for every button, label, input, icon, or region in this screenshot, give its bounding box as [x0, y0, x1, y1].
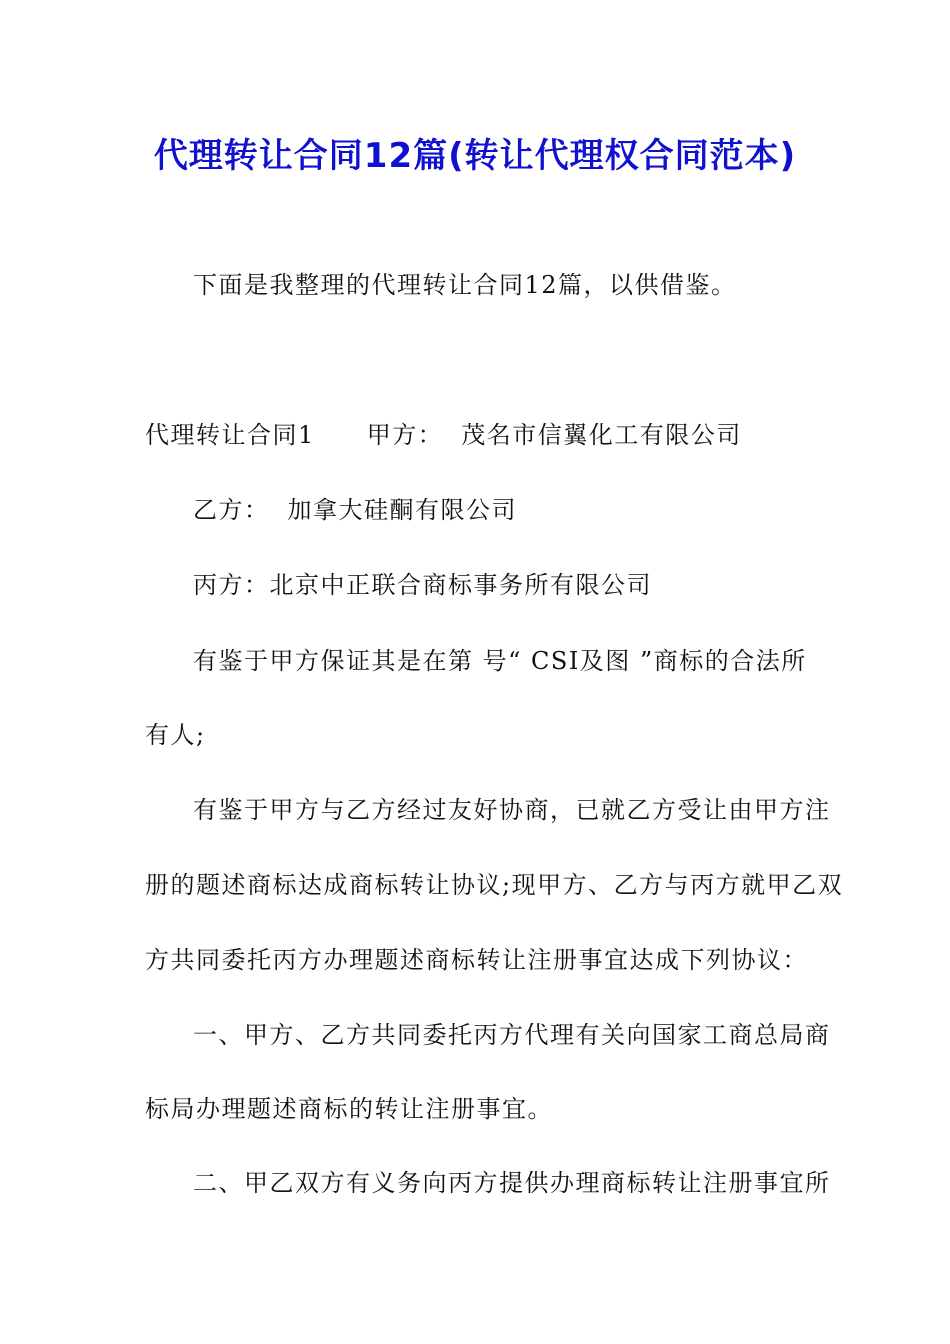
party-c-line: 丙方：北京中正联合商标事务所有限公司 — [193, 571, 652, 599]
paragraph-2-line-3: 方共同委托丙方办理题述商标转让注册事宜达成下列协议： — [145, 946, 808, 974]
paragraph-2-line-1: 有鉴于甲方与乙方经过友好协商，已就乙方受让由甲方注 — [193, 796, 831, 824]
clause-1-line-2: 标局办理题述商标的转让注册事宜。 — [145, 1095, 553, 1123]
party-a-name: 茂名市信翼化工有限公司 — [461, 421, 742, 449]
party-b-line — [193, 495, 517, 525]
party-b-name: 加拿大硅酮有限公司 — [287, 496, 517, 524]
contract-heading: 代理转让合同1 — [145, 421, 315, 449]
paragraph-1-line-2: 有人; — [145, 721, 206, 749]
party-a-label: 甲方： — [366, 421, 444, 449]
paragraph-1-line-1: 有鉴于甲方保证其是在第 号“ CSI及图 ”商标的合法所 — [193, 647, 807, 675]
contract-heading-line — [145, 420, 742, 450]
clause-2-line-1: 二、甲乙双方有义务向丙方提供办理商标转让注册事宜所 — [193, 1169, 831, 1197]
document-title: 代理转让合同12篇(转让代理权合同范本) — [153, 136, 797, 176]
party-b-label: 乙方： — [193, 496, 270, 524]
clause-1-line-1: 一、甲方、乙方共同委托丙方代理有关向国家工商总局商 — [193, 1021, 831, 1049]
intro-text: 下面是我整理的代理转让合同12篇，以供借鉴。 — [193, 271, 737, 299]
paragraph-2-line-2: 册的题述商标达成商标转让协议;现甲方、乙方与丙方就甲乙双 — [145, 871, 844, 899]
